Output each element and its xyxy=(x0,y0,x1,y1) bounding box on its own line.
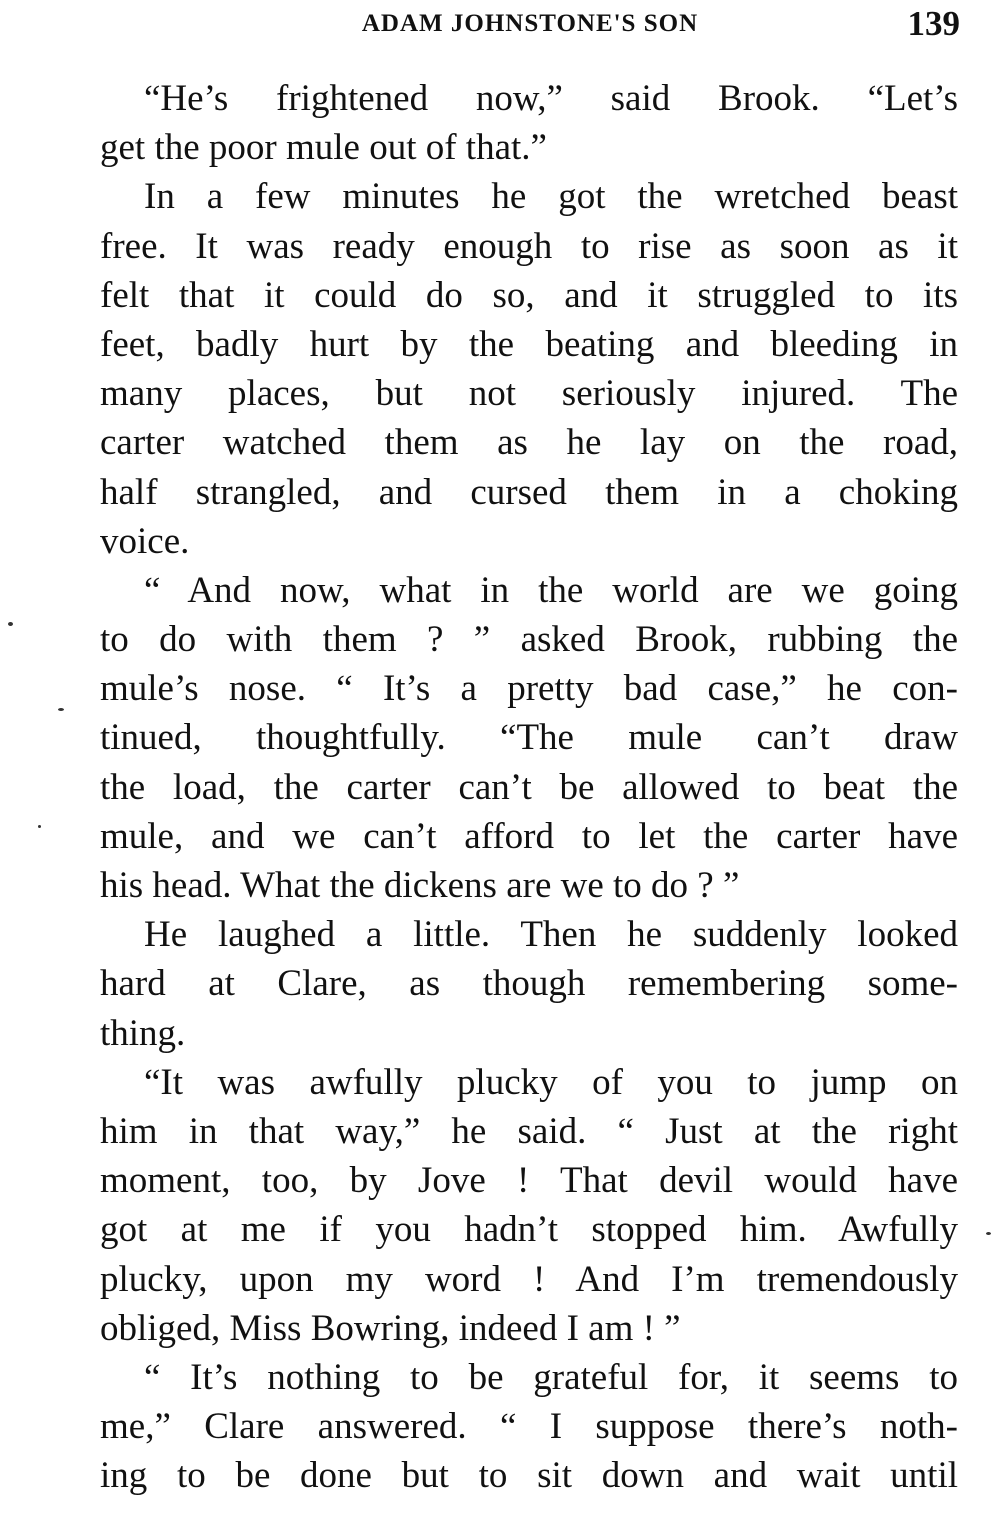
text-line: “He’s frightened now,” said Brook. “Let’s xyxy=(144,78,958,119)
scan-speck xyxy=(58,708,64,711)
text-line: carter watched them as he lay on the road, xyxy=(100,422,958,464)
text-line: many places, but not seriously injured. The xyxy=(100,373,958,415)
running-title: ADAM JOHNSTONE'S SON xyxy=(361,10,699,37)
text-line: voice. xyxy=(100,520,190,562)
text-line: mule, and we can’t afford to let the carter have xyxy=(100,815,958,857)
text-line: moment, too, by Jove ! That devil would have xyxy=(100,1160,958,1202)
running-head xyxy=(100,4,960,48)
text-line: hard at Clare, as though remembering some- xyxy=(100,963,958,1005)
text-line: to do with them ? ” asked Brook, rubbing the xyxy=(100,619,958,661)
text-line: the load, the carter can’t be allowed to beat the xyxy=(100,766,958,808)
text-line: got at me if you hadn’t stopped him. Awfully xyxy=(100,1209,958,1251)
text-line: “ It’s nothing to be grateful for, it seems to xyxy=(144,1356,958,1398)
scan-speck xyxy=(986,1232,991,1235)
text-line: me,” Clare answered. “ I suppose there’s noth- xyxy=(100,1406,958,1448)
text-line: plucky, upon my word ! And I’m tremendously xyxy=(100,1258,958,1300)
text-line: “ And now, what in the world are we going xyxy=(144,569,958,611)
text-line: half strangled, and cursed them in a choking xyxy=(100,471,958,513)
text-line: thing. xyxy=(100,1012,186,1054)
text-line: him in that way,” he said. “ Just at the right xyxy=(100,1110,958,1152)
text-line: free. It was ready enough to rise as soon as it xyxy=(100,225,958,267)
text-line: obliged, Miss Bowring, indeed I am ! ” xyxy=(100,1307,681,1349)
page-number: 139 xyxy=(907,4,960,43)
text-line: feet, badly hurt by the beating and bleeding in xyxy=(100,323,958,365)
text-line: felt that it could do so, and it struggled to its xyxy=(100,274,958,316)
text-line: He laughed a little. Then he suddenly looked xyxy=(144,914,958,956)
body-text xyxy=(100,74,958,1500)
scan-speck xyxy=(8,622,13,626)
text-line: mule’s nose. “ It’s a pretty bad case,” he con- xyxy=(100,668,958,710)
text-line: get the poor mule out of that.” xyxy=(100,127,547,169)
text-line: tinued, thoughtfully. “The mule can’t draw xyxy=(100,717,958,759)
text-line: ing to be done but to sit down and wait until xyxy=(100,1455,958,1497)
scan-speck xyxy=(38,825,41,828)
text-line: his head. What the dickens are we to do ? ” xyxy=(100,865,740,906)
text-line: “It was awfully plucky of you to jump on xyxy=(144,1061,958,1103)
text-line: In a few minutes he got the wretched beast xyxy=(144,176,958,218)
